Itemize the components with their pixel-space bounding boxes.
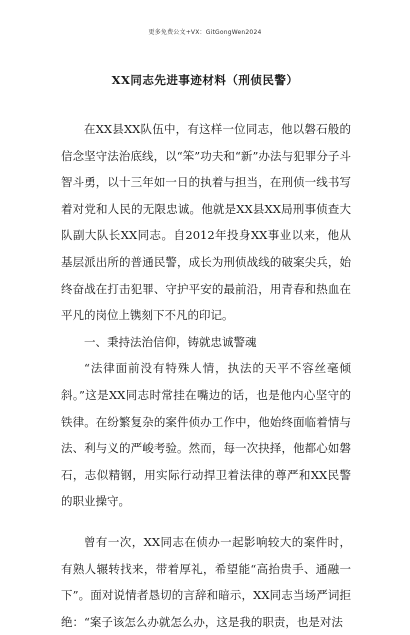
section-heading: 一、秉持法治信仰，铸就忠诚警魂 <box>84 334 257 349</box>
document-title: XX同志先进事迹材料（刑侦民警） <box>111 73 299 87</box>
document-body <box>61 116 351 635</box>
header-note: 更多免费公文+VX：GitGongWen2024 <box>148 29 262 36</box>
paragraph-intro: 在XX县XX队伍中，有这样一位同志，他以磐石般的信念坚守法治底线，以“笨”功夫和“新”办法与犯罪分子斗智斗勇，以十三年如一日的执着与担当，在刑侦一线书写着对党和人民的无限忠诚。他就是XX县XX局刑事侦查大队副大队长XX同志。自2012年投身XX事业以来，他从基层派出所的普通民警，成长为刑侦战线的破案尖兵，始终奋战在打击犯罪、守护平安的最前沿，用青春和热血在平凡的岗位上镌刻下不凡的印记。 <box>61 122 351 323</box>
paragraph-incident: 曾有一次，XX同志在侦办一起影响较大的案件时，有熟人辗转找来，带着厚礼，希望能“高抬贵手、通融一下”。面对说情者恳切的言辞和暗示，XX同志当场严词拒绝：“案子该怎么办就怎么办，这是我的职责，也是对法 <box>61 534 351 629</box>
paragraph-law-quote: “法律面前没有特殊人情，执法的天平不容丝毫倾斜。”这是XX同志时常挂在嘴边的话，也是他内心坚守的铁律。在纷繁复杂的案件侦办工作中，他始终面临着情与法、利与义的严峻考验。然而，每一次抉择，他都心如磐石，志似精钢，用实际行动捍卫着法律的尊严和XX民警的职业操守。 <box>61 361 351 509</box>
